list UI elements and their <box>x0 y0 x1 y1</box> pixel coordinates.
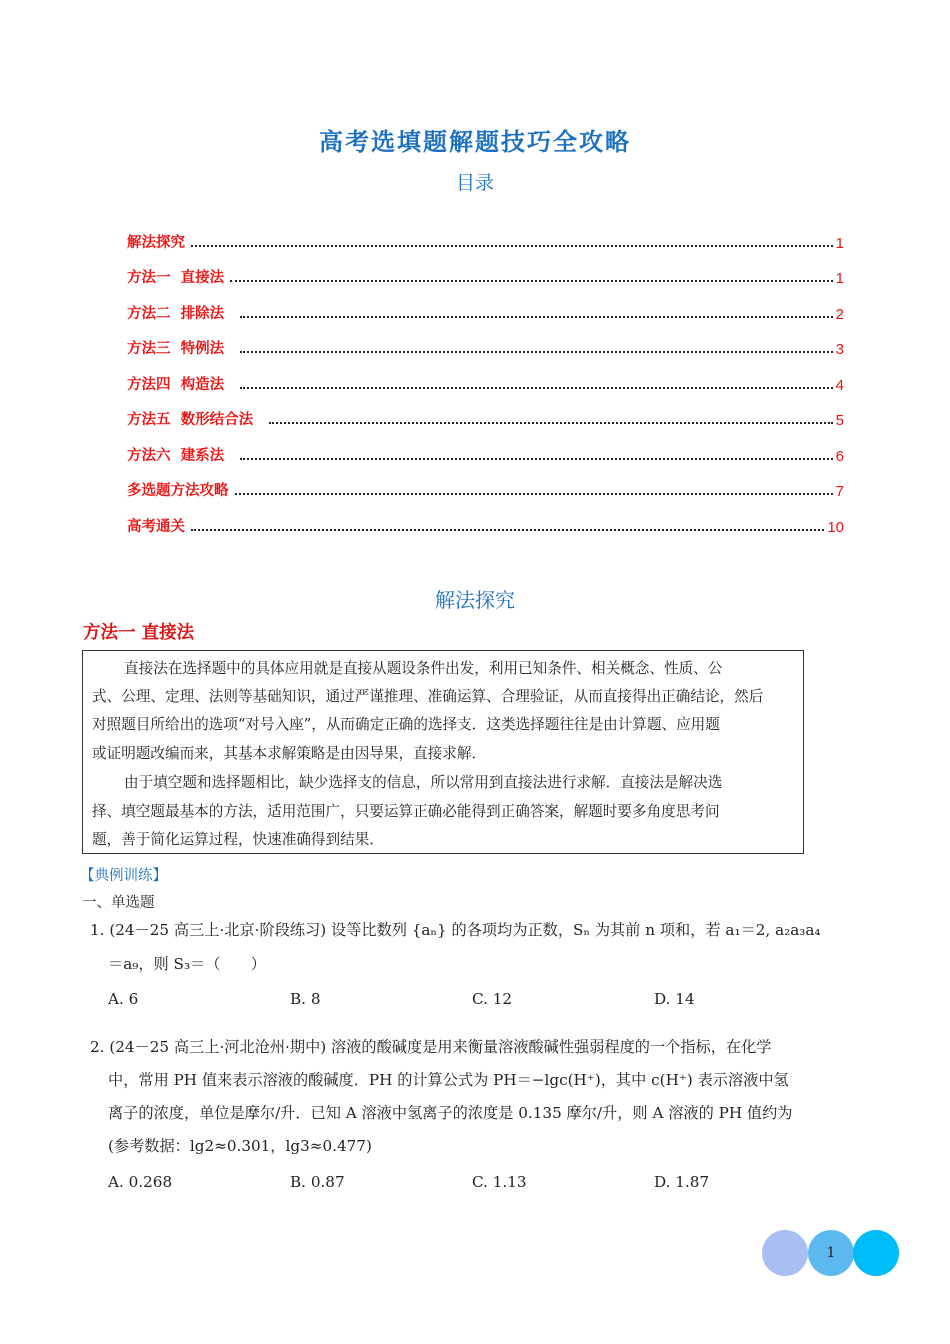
option-b[interactable]: B. 0.87 <box>290 1173 345 1191</box>
option-d[interactable]: D. 14 <box>654 990 695 1008</box>
option-d[interactable]: D. 1.87 <box>654 1173 710 1191</box>
toc-entry[interactable] <box>127 372 844 394</box>
toc-label: 方法一 直接法 <box>127 269 225 286</box>
toc-label: 多选题方法攻略 <box>127 482 229 499</box>
box-line: 由于填空题和选择题相比，缺少选择支的信息，所以常用到直接法进行求解．直接法是解决选 <box>124 774 723 791</box>
toc-leader <box>269 422 832 424</box>
question-2-line: 离子的浓度，单位是摩尔/升．已知 A 溶液中氢离子的浓度是 0.135 摩尔/升，则 A 溶液的 PH 值约为 <box>108 1104 793 1122</box>
toc-leader <box>230 280 833 282</box>
toc-heading: 目录 <box>455 172 494 194</box>
toc-entry[interactable] <box>127 301 844 323</box>
box-line: 式、公理、定理、法则等基础知识，通过严谨推理、准确运算、合理验证，从而直接得出正确结论，然后 <box>92 688 764 705</box>
toc-entry[interactable] <box>127 336 844 358</box>
toc-page: 1 <box>835 270 844 287</box>
toc-leader <box>240 458 832 460</box>
box-line: 或证明题改编而来，其基本求解策略是由因导果，直接求解． <box>92 745 487 762</box>
method-heading: 方法一 直接法 <box>83 623 195 643</box>
question-2-line: 2. (24－25 高三上·河北沧州·期中) 溶液的酸碱度是用来衡量溶液酸碱性强弱程度的一个指标，在化学 <box>90 1038 772 1056</box>
option-a[interactable]: A. 0.268 <box>108 1173 173 1191</box>
option-a[interactable]: A. 6 <box>108 990 139 1008</box>
toc-page: 7 <box>835 483 844 500</box>
page-number: 1 <box>826 1245 836 1261</box>
toc-label: 方法六 建系法 <box>127 447 235 464</box>
toc-entry[interactable] <box>127 478 844 500</box>
typical-examples-label: 【典例训练】 <box>80 868 167 884</box>
box-line: 直接法在选择题中的具体应用就是直接从题设条件出发，利用已知条件、相关概念、性质、公 <box>124 660 723 677</box>
toc-page: 2 <box>835 306 844 323</box>
toc-label: 解法探究 <box>127 234 185 251</box>
toc-leader <box>235 493 833 495</box>
toc-label: 高考通关 <box>127 518 185 535</box>
decor-circle-right <box>853 1230 899 1276</box>
method-description-box <box>82 650 804 854</box>
toc-entry[interactable] <box>127 230 844 252</box>
toc-label: 方法三 特例法 <box>127 340 235 357</box>
question-type-heading: 一、单选题 <box>82 895 155 911</box>
toc-label: 方法二 排除法 <box>127 305 235 322</box>
box-line: 择、填空题最基本的方法，适用范围广，只要运算正确必能得到正确答案，解题时要多角度思考问 <box>92 803 720 820</box>
document-title: 高考选填题解题技巧全攻略 <box>319 127 631 156</box>
question-1-line: 1. (24－25 高三上·北京·阶段练习) 设等比数列 {aₙ} 的各项均为正数，Sₙ 为其前 n 项和，若 a₁＝2, a₂a₃a₄ <box>90 921 821 939</box>
section-heading: 解法探究 <box>435 588 515 612</box>
toc-page: 6 <box>835 448 844 465</box>
question-2-line: (参考数据：lg2≈0.301，lg3≈0.477) <box>108 1137 372 1155</box>
question-1-line: ＝a₉，则 S₃＝（ ） <box>108 955 266 973</box>
toc-page: 3 <box>835 341 844 358</box>
decor-circle-mid <box>808 1230 854 1276</box>
toc-label: 方法四 构造法 <box>127 376 235 393</box>
toc-leader <box>191 529 824 531</box>
table-of-contents <box>127 230 844 540</box>
toc-entry[interactable] <box>127 443 844 465</box>
toc-leader <box>240 387 832 389</box>
toc-entry[interactable] <box>127 265 844 287</box>
toc-leader <box>191 245 833 247</box>
question-2-line: 中，常用 PH 值来表示溶液的酸碱度．PH 的计算公式为 PH＝−lgc(H⁺)，其中 c(H⁺) 表示溶液中氢 <box>108 1071 789 1089</box>
option-c[interactable]: C. 12 <box>472 990 513 1008</box>
toc-page: 10 <box>827 519 844 536</box>
toc-page: 5 <box>835 412 844 429</box>
toc-page: 1 <box>835 235 844 252</box>
toc-leader <box>240 351 832 353</box>
option-b[interactable]: B. 8 <box>290 990 321 1008</box>
toc-page: 4 <box>835 377 844 394</box>
toc-entry[interactable] <box>127 407 844 429</box>
toc-entry[interactable] <box>127 514 844 536</box>
box-line: 题，善于简化运算过程，快速准确得到结果． <box>92 831 384 848</box>
toc-leader <box>240 316 832 318</box>
box-line: 对照题目所给出的选项“对号入座”，从而确定正确的选择支．这类选择题往往是由计算题、应用题 <box>92 716 720 733</box>
decor-circle-left <box>762 1230 808 1276</box>
toc-label: 方法五 数形结合法 <box>127 411 264 428</box>
option-c[interactable]: C. 1.13 <box>472 1173 527 1191</box>
